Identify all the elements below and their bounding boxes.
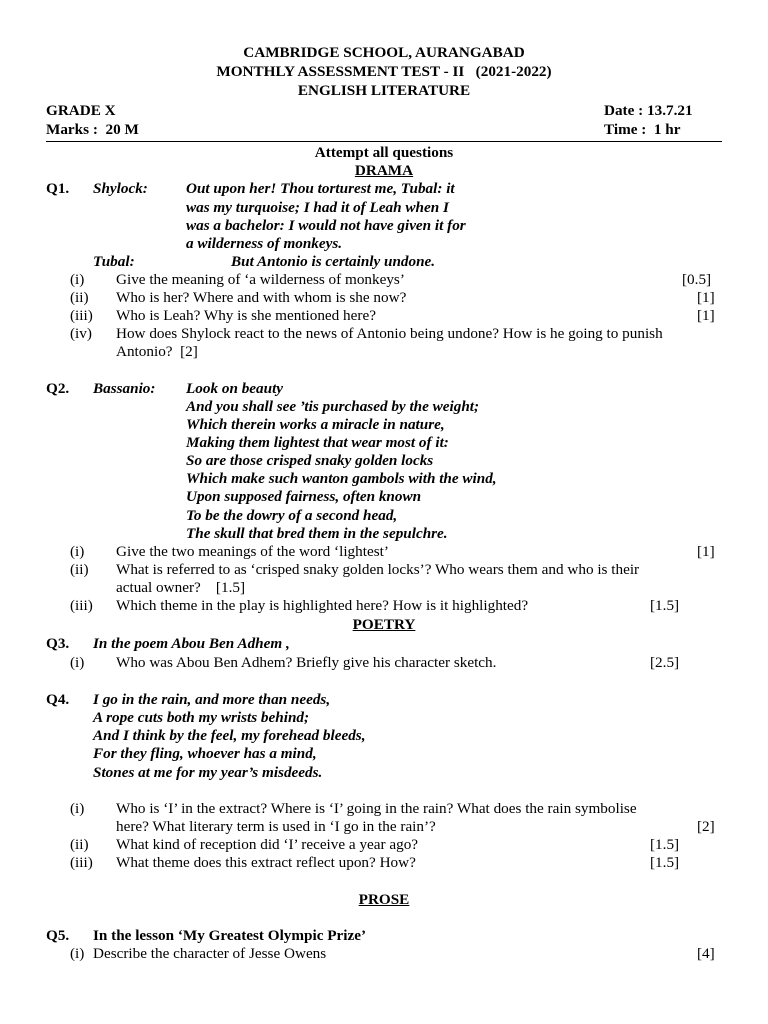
q4-sub-text: What kind of reception did ‘I’ receive a year ago? xyxy=(116,836,419,853)
q2-speaker-bassanio: Bassanio: xyxy=(93,380,156,397)
q1-sub-marks: [1] xyxy=(697,307,715,324)
header-divider xyxy=(46,141,722,142)
grade-label: GRADE X xyxy=(46,102,116,119)
time-label: Time : 1 hr xyxy=(604,121,681,138)
q2-line: Which therein works a miracle in nature, xyxy=(186,416,445,433)
q1-line: was a bachelor: I would not have given it for xyxy=(186,217,466,234)
q4-sub-number: (ii) xyxy=(70,836,89,853)
q1-line: a wilderness of monkeys. xyxy=(186,235,343,252)
q4-line: A rope cuts both my wrists behind; xyxy=(93,709,310,726)
q1-line: was my turquoise; I had it of Leah when I xyxy=(186,199,449,216)
q1-sub-text: Who is her? Where and with whom is she now? xyxy=(116,289,407,306)
q1-number: Q1. xyxy=(46,180,70,197)
q4-sub-marks: [2] xyxy=(697,818,715,835)
q4-sub-number: (iii) xyxy=(70,854,93,871)
q2-sub-number: (iii) xyxy=(70,597,93,614)
school-name: CAMBRIDGE SCHOOL, AURANGABAD xyxy=(243,44,525,61)
q4-sub-marks: [1.5] xyxy=(650,836,680,853)
q2-number: Q2. xyxy=(46,380,70,397)
q4-line: I go in the rain, and more than needs, xyxy=(93,691,331,708)
test-title: MONTHLY ASSESSMENT TEST - II (2021-2022) xyxy=(216,63,552,80)
q3-intro: In the poem Abou Ben Adhem , xyxy=(93,635,290,652)
q2-sub-text-cont: actual owner? [1.5] xyxy=(116,579,246,596)
section-prose: PROSE xyxy=(358,891,410,908)
q5-sub-text: Describe the character of Jesse Owens xyxy=(93,945,327,962)
q2-sub-marks: [1] xyxy=(697,543,715,560)
q5-number: Q5. xyxy=(46,927,70,944)
q2-line: So are those crisped snaky golden locks xyxy=(186,452,434,469)
q3-sub-marks: [2.5] xyxy=(650,654,680,671)
q4-sub-text: Who is ‘I’ in the extract? Where is ‘I’ going in the rain? What does the rain symbolise xyxy=(116,800,637,817)
q1-sub-number: (iv) xyxy=(70,325,92,342)
q2-line: The skull that bred them in the sepulchre. xyxy=(186,525,448,542)
q4-sub-text: What theme does this extract reflect upon? How? xyxy=(116,854,416,871)
q2-sub-marks: [1.5] xyxy=(650,597,680,614)
q2-sub-text: Give the two meanings of the word ‘lightest’ xyxy=(116,543,389,560)
q2-line: Which make such wanton gambols with the wind, xyxy=(186,470,497,487)
q2-line: Making them lightest that wear most of it: xyxy=(186,434,449,451)
q2-sub-text: What is referred to as ‘crisped snaky golden locks’? Who wears them and who is their xyxy=(116,561,640,578)
q5-sub-number: (i) xyxy=(70,945,85,962)
subject-title: ENGLISH LITERATURE xyxy=(297,82,471,99)
q2-sub-text: Which theme in the play is highlighted here? How is it highlighted? xyxy=(116,597,529,614)
q1-sub-marks: [1] xyxy=(697,289,715,306)
q5-intro: In the lesson ‘My Greatest Olympic Prize’ xyxy=(93,927,367,944)
q4-line: And I think by the feel, my forehead bleeds, xyxy=(93,727,366,744)
q2-sub-number: (i) xyxy=(70,543,85,560)
q1-line: Out upon her! Thou torturest me, Tubal: it xyxy=(186,180,455,197)
q4-line: For they fling, whoever has a mind, xyxy=(93,745,317,762)
q1-sub-marks: [0.5] xyxy=(682,271,712,288)
q2-line: Upon supposed fairness, often known xyxy=(186,488,422,505)
q3-sub-number: (i) xyxy=(70,654,85,671)
q3-sub-text: Who was Abou Ben Adhem? Briefly give his character sketch. xyxy=(116,654,497,671)
q4-sub-marks: [1.5] xyxy=(650,854,680,871)
q1-sub-number: (iii) xyxy=(70,307,93,324)
q4-sub-number: (i) xyxy=(70,800,85,817)
q4-line: Stones at me for my year’s misdeeds. xyxy=(93,764,323,781)
q5-sub-marks: [4] xyxy=(697,945,715,962)
q1-speaker-shylock: Shylock: xyxy=(93,180,148,197)
q1-speaker-tubal: Tubal: xyxy=(93,253,135,270)
q1-line: But Antonio is certainly undone. xyxy=(231,253,436,270)
q1-sub-number: (ii) xyxy=(70,289,89,306)
q2-line: Look on beauty xyxy=(186,380,284,397)
section-poetry: POETRY xyxy=(352,616,416,633)
q1-sub-text: Give the meaning of ‘a wilderness of monkeys’ xyxy=(116,271,405,288)
q2-line: And you shall see ’tis purchased by the weight; xyxy=(186,398,480,415)
q1-sub-text: Who is Leah? Why is she mentioned here? xyxy=(116,307,376,324)
q2-line: To be the dowry of a second head, xyxy=(186,507,398,524)
q1-sub-text-cont: Antonio? [2] xyxy=(116,343,198,360)
instructions: Attempt all questions xyxy=(314,144,454,161)
q2-sub-number: (ii) xyxy=(70,561,89,578)
q1-sub-text: How does Shylock react to the news of Antonio being undone? How is he going to punish xyxy=(116,325,663,342)
q1-sub-number: (i) xyxy=(70,271,85,288)
q4-number: Q4. xyxy=(46,691,70,708)
section-drama: DRAMA xyxy=(354,162,414,179)
marks-label: Marks : 20 M xyxy=(46,121,139,138)
date-label: Date : 13.7.21 xyxy=(604,102,693,119)
q4-sub-text-cont: here? What literary term is used in ‘I go in the rain’? xyxy=(116,818,436,835)
q3-number: Q3. xyxy=(46,635,70,652)
